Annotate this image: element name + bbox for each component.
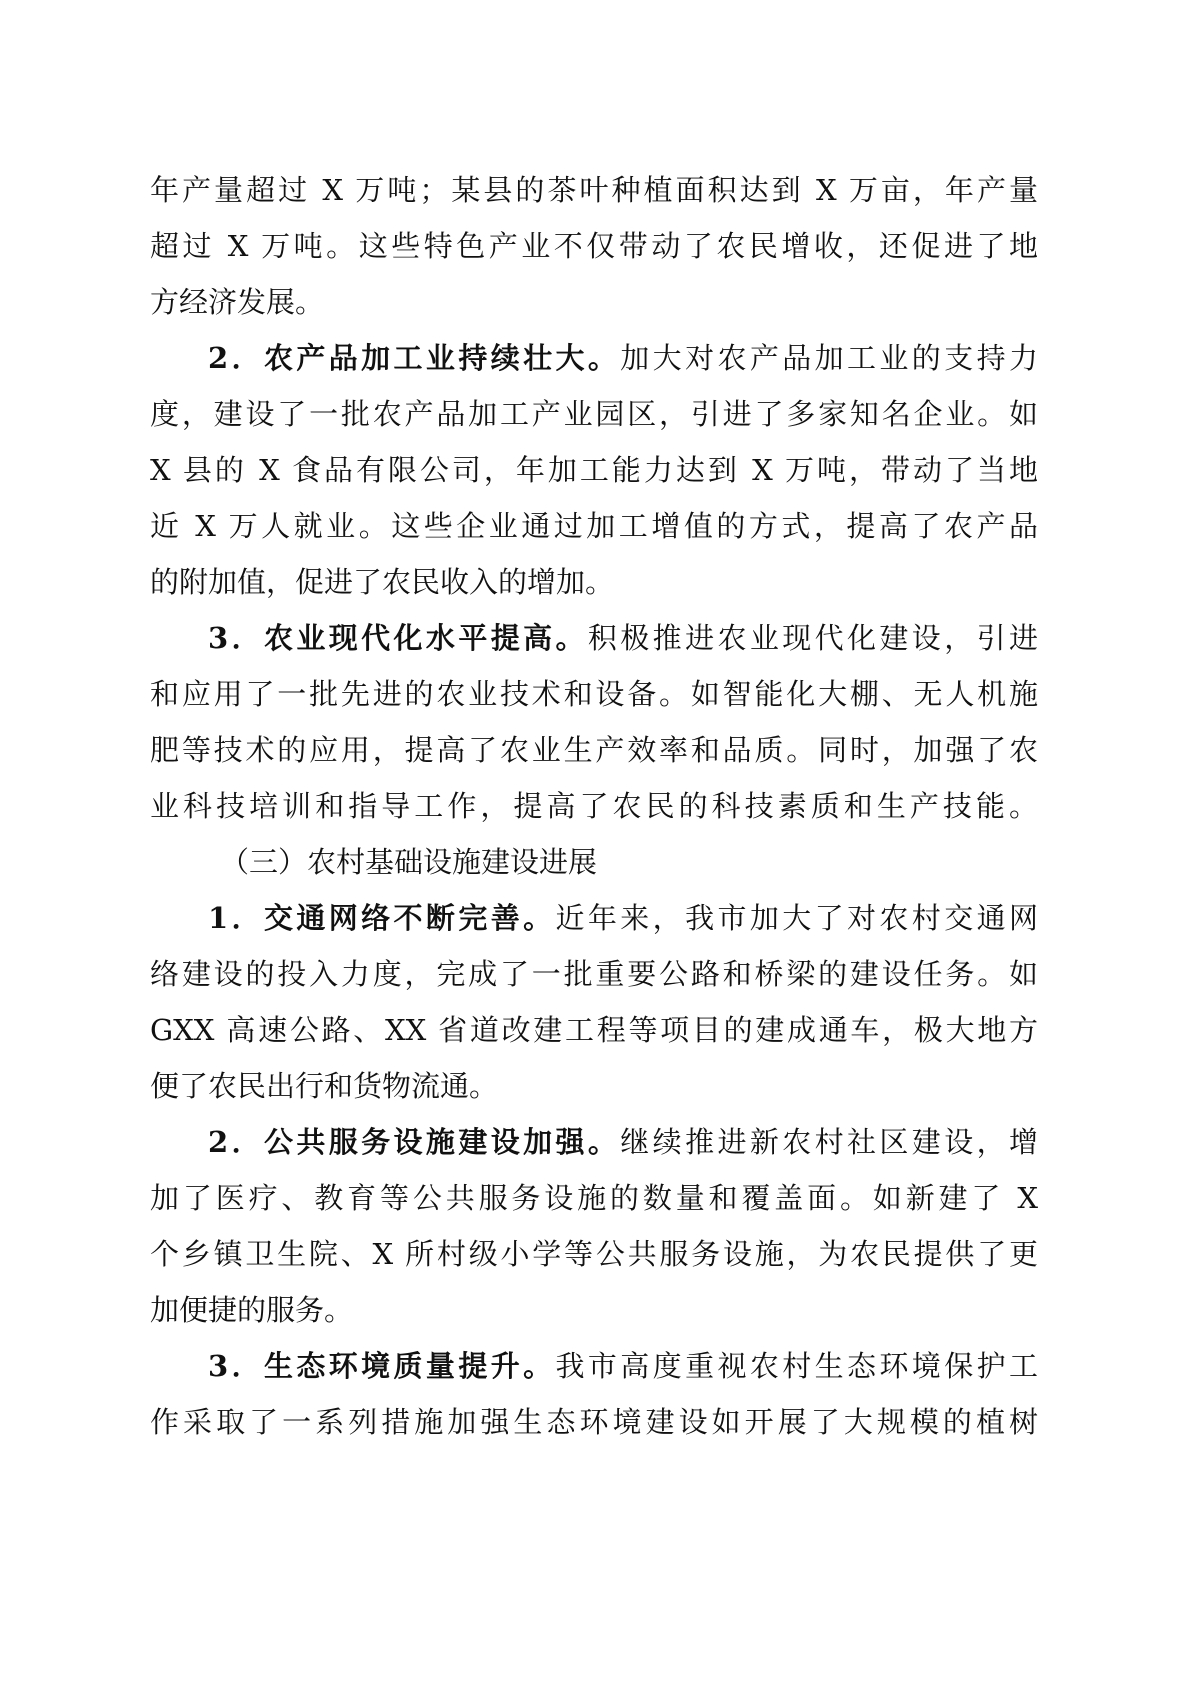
paragraph-line: 超过 X 万吨。这些特色产业不仅带动了农民增收，还促进了地 xyxy=(150,229,1038,263)
paragraph-heading: 2．公共服务设施建设加强。 xyxy=(208,1125,621,1159)
paragraph-line: 和应用了一批先进的农业技术和设备。如智能化大棚、无人机施 xyxy=(150,677,1038,711)
paragraph-line: 的附加值，促进了农民收入的增加。 xyxy=(150,565,615,599)
paragraph-heading: 1．交通网络不断完善。 xyxy=(208,901,556,935)
paragraph-line: 业科技培训和指导工作，提高了农民的科技素质和生产技能。 xyxy=(150,789,1038,823)
paragraph-line: 络建设的投入力度，完成了一批重要公路和桥梁的建设任务。如 xyxy=(150,957,1038,991)
paragraph-text: 加大对农产品加工业的支持力 xyxy=(620,341,1038,375)
paragraph-text: 我市高度重视农村生态环境保护工 xyxy=(555,1349,1038,1383)
paragraph-line: 作采取了一系列措施加强生态环境建设如开展了大规模的植树 xyxy=(150,1405,1038,1439)
paragraph-line: 度，建设了一批农产品加工产业园区，引进了多家知名企业。如 xyxy=(150,397,1038,431)
paragraph-line: 便了农民出行和货物流通。 xyxy=(150,1069,499,1103)
paragraph-first-line xyxy=(208,888,1038,948)
paragraph-line: 肥等技术的应用，提高了农业生产效率和品质。同时，加强了农 xyxy=(150,733,1038,767)
paragraph-line: X 县的 X 食品有限公司，年加工能力达到 X 万吨，带动了当地 xyxy=(150,453,1038,487)
paragraph-line: GXX 高速公路、XX 省道改建工程等项目的建成通车，极大地方 xyxy=(150,1013,1038,1047)
paragraph-heading: 3．农业现代化水平提高。 xyxy=(208,621,588,655)
paragraph-text: 积极推进农业现代化建设，引进 xyxy=(587,621,1038,655)
paragraph-line: 年产量超过 X 万吨；某县的茶叶种植面积达到 X 万亩，年产量 xyxy=(150,173,1038,207)
paragraph-heading: 2．农产品加工业持续壮大。 xyxy=(208,341,621,375)
paragraph-heading: 3．生态环境质量提升。 xyxy=(208,1349,556,1383)
paragraph-line: 加便捷的服务。 xyxy=(150,1293,354,1327)
section-subheading: （三）农村基础设施建设进展 xyxy=(220,845,598,879)
paragraph-text: 近年来，我市加大了对农村交通网 xyxy=(555,901,1038,935)
paragraph-line: 个乡镇卫生院、X 所村级小学等公共服务设施，为农民提供了更 xyxy=(150,1237,1038,1271)
paragraph-first-line xyxy=(208,608,1038,668)
paragraph-line: 近 X 万人就业。这些企业通过加工增值的方式，提高了农产品 xyxy=(150,509,1038,543)
paragraph-line: 方经济发展。 xyxy=(150,285,325,319)
paragraph-line: 加了医疗、教育等公共服务设施的数量和覆盖面。如新建了 X xyxy=(150,1181,1038,1215)
paragraph-text: 继续推进新农村社区建设，增 xyxy=(620,1125,1038,1159)
paragraph-first-line xyxy=(208,328,1038,388)
paragraph-first-line xyxy=(208,1112,1038,1172)
paragraph-first-line xyxy=(208,1336,1038,1396)
